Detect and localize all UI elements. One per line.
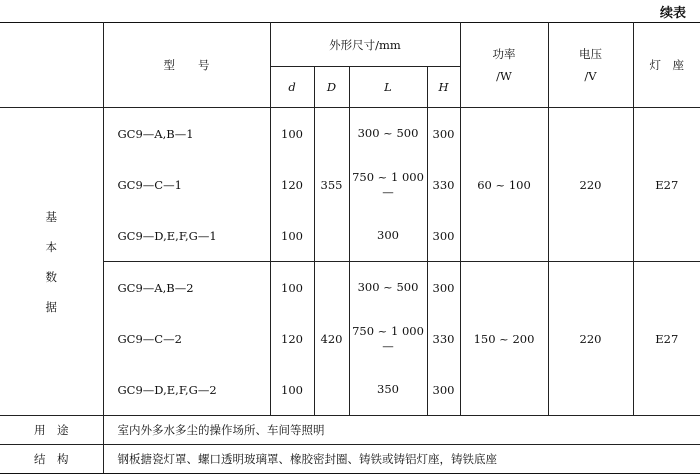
table-row-model: GC9—C—2 (117, 331, 182, 346)
header-dim-D: D (314, 67, 349, 108)
group1-D: 355 (314, 108, 349, 262)
group1-L: 300 ~ 500 750 ~ 1 000 — 300 (349, 108, 427, 262)
table-row-model: GC9—A,B—1 (117, 126, 194, 141)
group1-models (103, 108, 270, 262)
usage-text: 室内外多水多尘的操作场所、车间等照明 (103, 416, 700, 445)
structure-label: 结 构 (0, 445, 103, 474)
group1-H: 300 330 300 (427, 108, 460, 262)
header-dim-L: L (349, 67, 427, 108)
group2-voltage: 220 (548, 262, 633, 416)
header-socket: 灯 座 (633, 23, 700, 108)
header-model: 型 号 (103, 23, 270, 108)
table-row-model: GC9—D,E,F,G—1 (117, 228, 217, 243)
group2-power: 150 ~ 200 (460, 262, 548, 416)
group1-voltage: 220 (548, 108, 633, 262)
group2-H: 300 330 300 (427, 262, 460, 416)
group1-d: 100 120 100 (270, 108, 314, 262)
header-voltage: 电压 /V (548, 23, 633, 108)
group2-socket: E27 (633, 262, 700, 416)
side-label-basic-data: 基 本 数 据 (0, 108, 103, 416)
structure-text: 钢板搪瓷灯罩、螺口透明玻璃罩、橡胶密封圈、铸铁或铸铝灯座，铸铁底座 (103, 445, 700, 474)
header-power: 功率 /W (460, 23, 548, 108)
header-dims-group: 外形尺寸/mm (270, 23, 460, 67)
corner-cell (0, 23, 103, 108)
group1-socket: E27 (633, 108, 700, 262)
group2-D: 420 (314, 262, 349, 416)
group2-d: 100 120 100 (270, 262, 314, 416)
header-dim-d: d (270, 67, 314, 108)
usage-label: 用 途 (0, 416, 103, 445)
table-row-model: GC9—A,B—2 (117, 280, 194, 295)
group1-power: 60 ~ 100 (460, 108, 548, 262)
table-row-model: GC9—D,E,F,G—2 (117, 382, 217, 397)
spec-table (0, 22, 700, 474)
group2-L: 300 ~ 500 750 ~ 1 000 — 350 (349, 262, 427, 416)
table-row-model: GC9—C—1 (117, 177, 182, 192)
header-dim-H: H (427, 67, 460, 108)
continued-label: 续表 (659, 6, 686, 21)
group2-models (103, 262, 270, 416)
